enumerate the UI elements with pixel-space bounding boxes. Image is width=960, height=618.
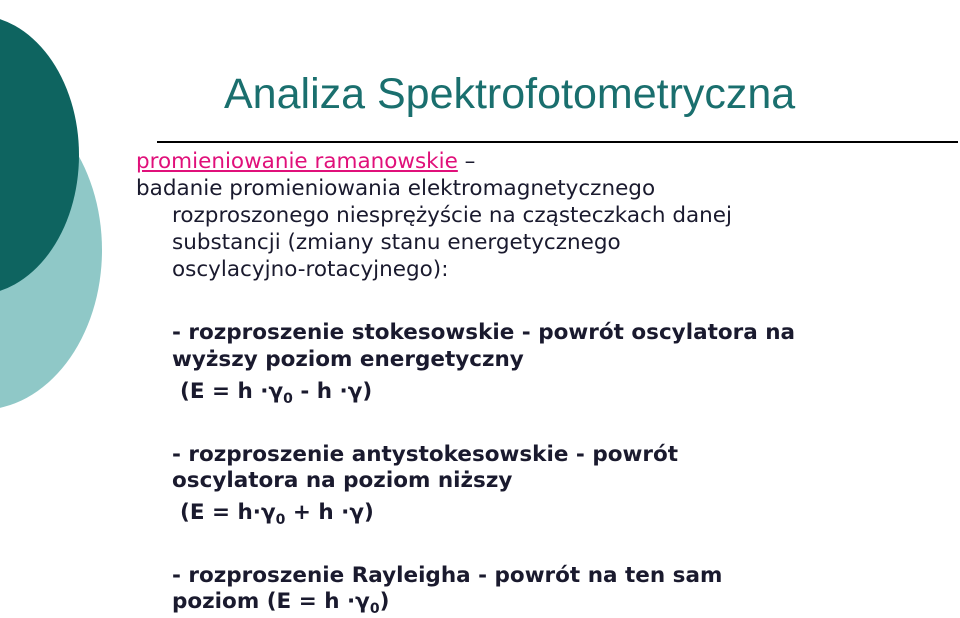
stokes-formula-part-b: - h ·γ) — [292, 379, 373, 404]
raman-link[interactable]: promieniowanie ramanowskie — [136, 149, 458, 174]
stokes-formula-subscript: 0 — [283, 391, 293, 407]
intro-line-4: oscylacyjno-rotacyjnego): — [172, 257, 449, 282]
stokes-line-1: - rozproszenie stokesowskie - powrót oscylatora na — [172, 320, 796, 345]
rayleigh-formula-subscript: 0 — [369, 601, 380, 617]
intro-dash: – — [457, 149, 476, 174]
slide-title: Analiza Spektrofotometryczna — [224, 70, 796, 118]
intro-line-3: substancji (zmiany stanu energetycznego — [172, 230, 621, 255]
rayleigh-formula-part-b: ) — [379, 589, 390, 614]
antistokes-formula — [180, 500, 374, 526]
stokes-line-2: wyższy poziom energetyczny — [172, 347, 524, 372]
antistokes-line-2: oscylatora na poziom niższy — [172, 468, 513, 493]
antistokes-formula-subscript: 0 — [275, 512, 286, 528]
antistokes-line-1: - rozproszenie antystokesowskie - powrót — [172, 442, 678, 467]
rayleigh-line-1: - rozproszenie Rayleigha - powrót na ten sam — [172, 563, 723, 588]
antistokes-formula-part-a: (E = h·γ — [180, 500, 276, 525]
stokes-formula — [180, 379, 372, 405]
intro-line-1: badanie promieniowania elektromagnetycznego — [136, 176, 656, 201]
rayleigh-line-2 — [172, 589, 389, 615]
stokes-formula-part-a: (E = h ·γ — [180, 379, 284, 404]
intro-heading — [136, 149, 475, 175]
intro-line-2: rozproszonego niesprężyście na cząsteczkach danej — [172, 203, 732, 228]
antistokes-formula-part-b: + h ·γ) — [285, 500, 374, 525]
rayleigh-formula-part-a: poziom (E = h ·γ — [172, 589, 370, 614]
